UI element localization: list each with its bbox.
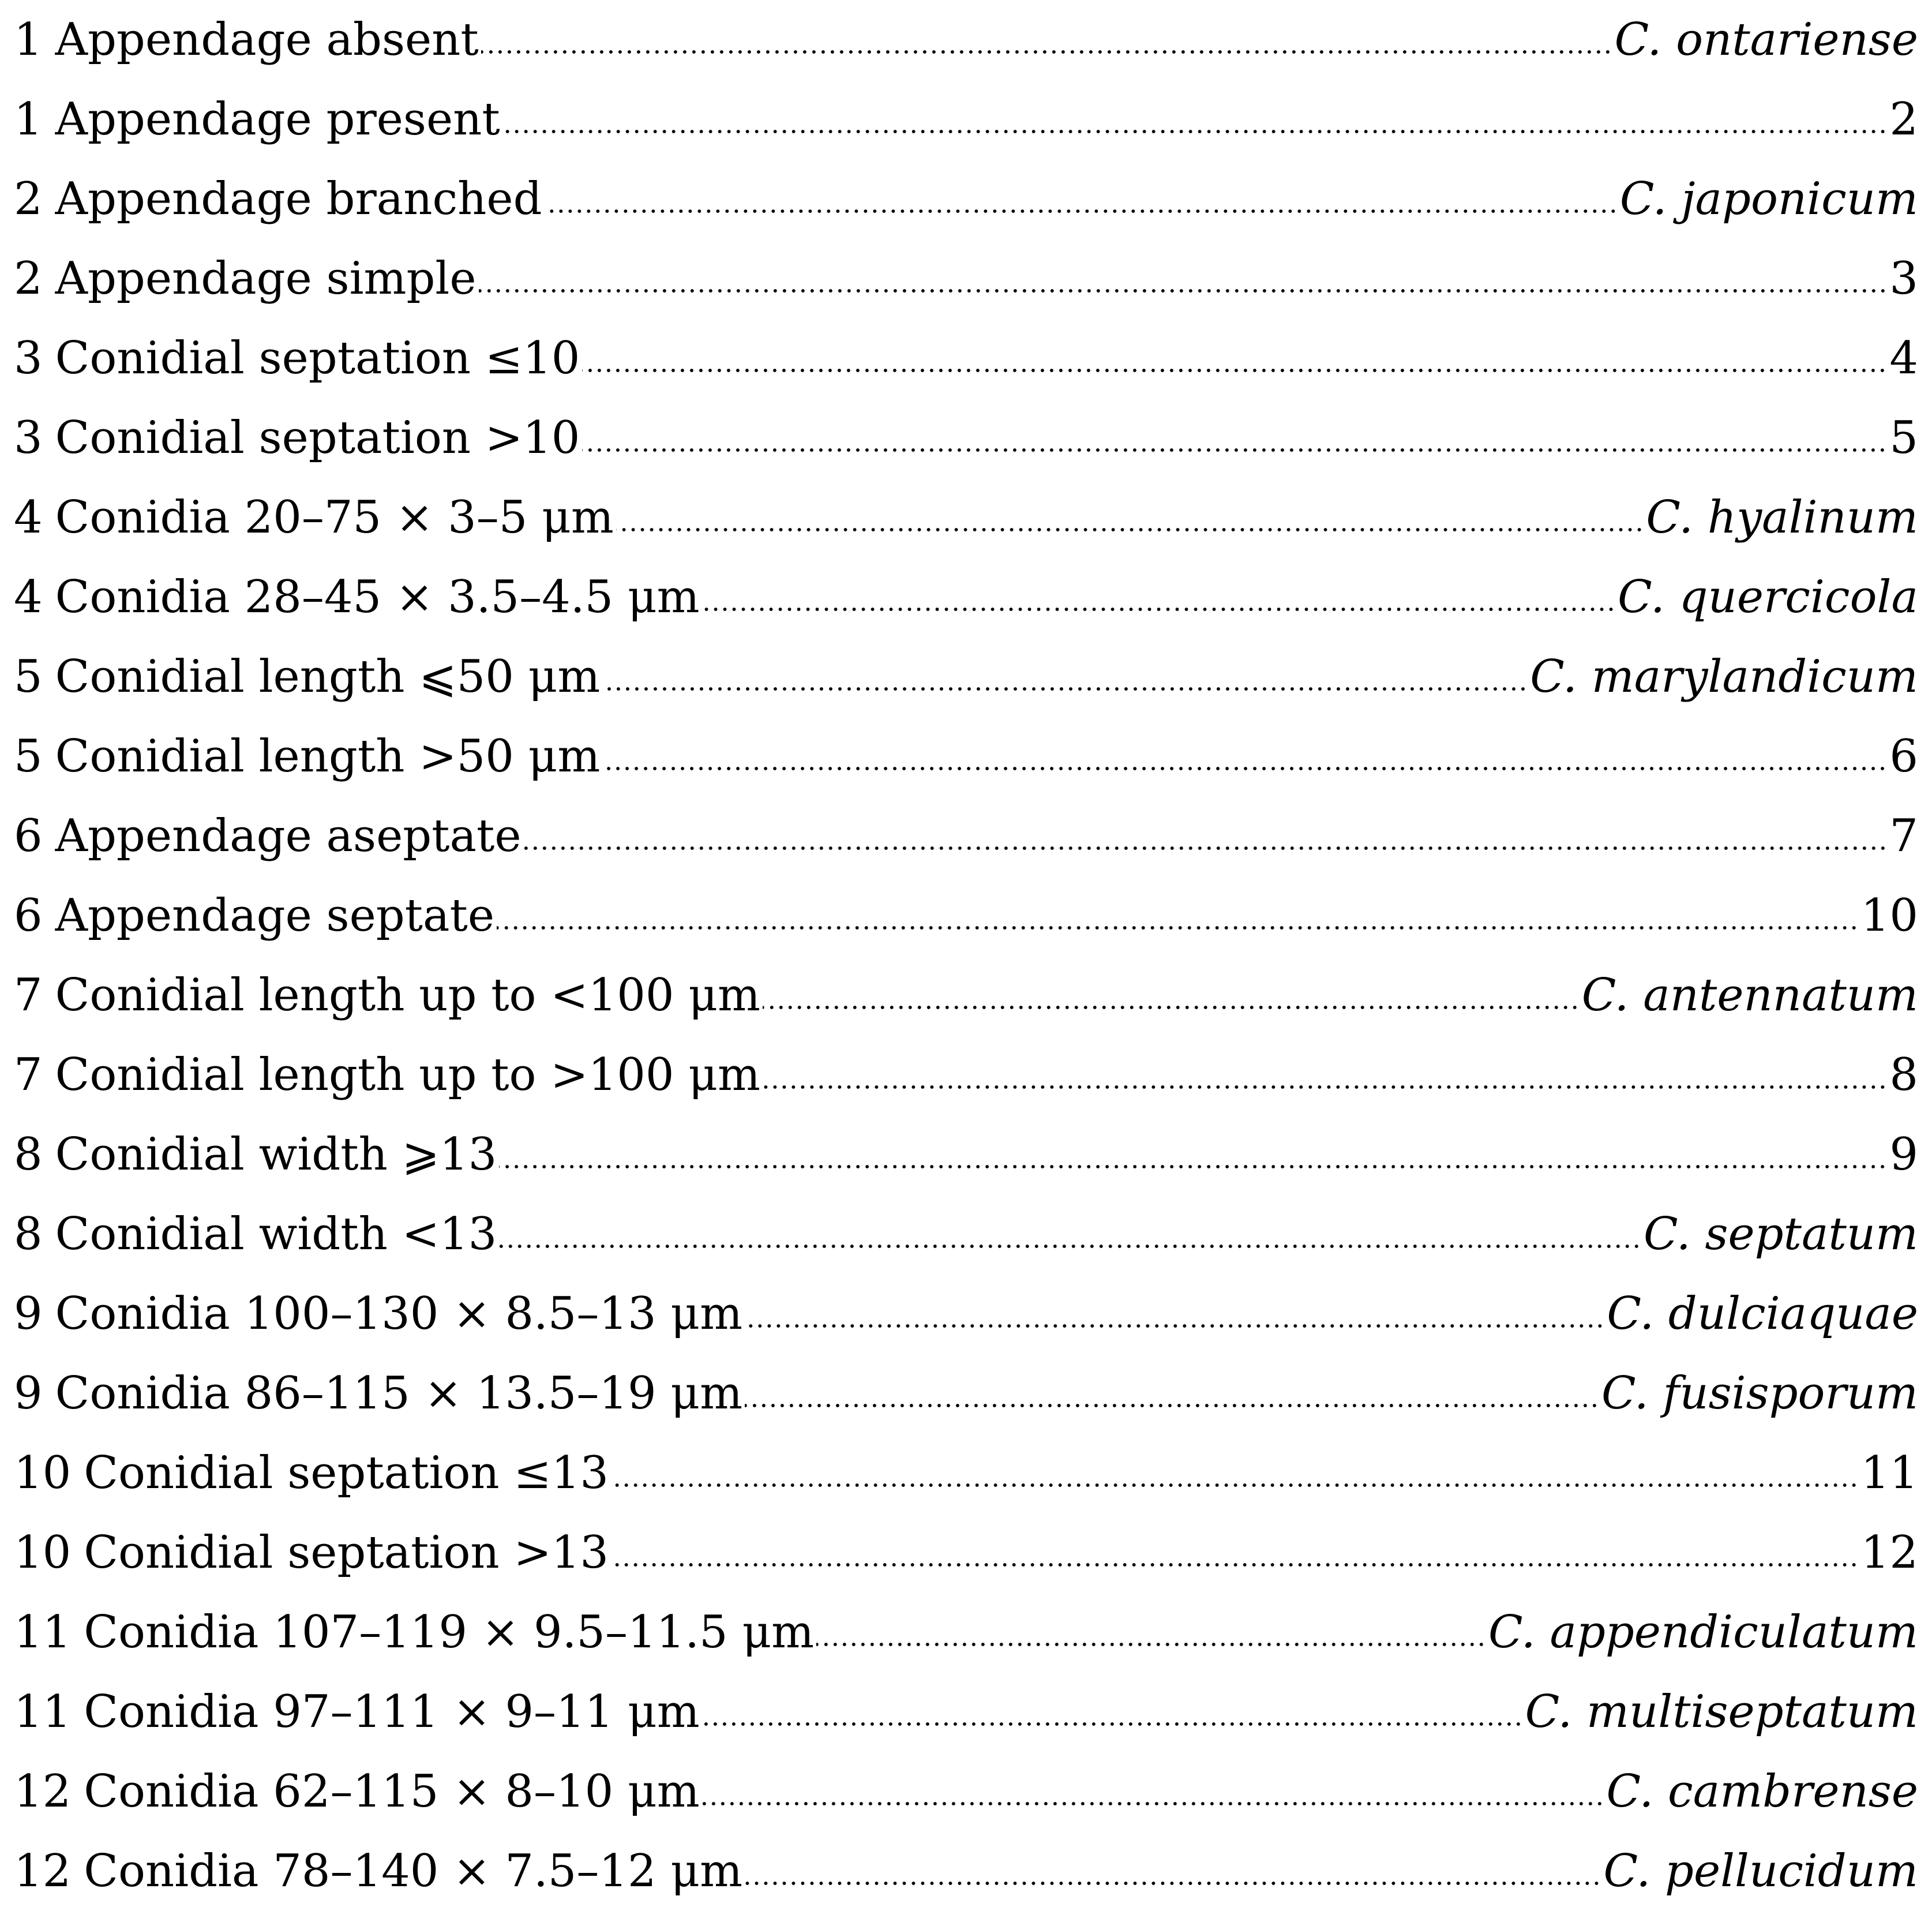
couplet-number: 4 [14,571,43,623]
couplet-lead [14,890,495,942]
next-couplet-number: 7 [1889,810,1918,862]
dot-leader [816,1610,1486,1655]
couplet-number: 9 [14,1288,43,1340]
key-couplet-row [14,1354,1918,1433]
couplet-character: Appendage septate [55,890,495,942]
couplet-lead [14,173,542,225]
key-couplet-row [14,1274,1918,1354]
couplet-character: Appendage simple [55,253,477,305]
key-couplet-row [14,1831,1918,1911]
taxon-name: C. pellucidum [1603,1845,1918,1897]
key-couplet-row [14,1035,1918,1115]
couplet-character: Conidia 78–140 × 7.5–12 μm [84,1845,743,1897]
couplet-number: 1 [14,14,43,66]
couplet-lead [14,1845,743,1897]
couplet-character: Conidia 20–75 × 3–5 μm [55,492,614,544]
couplet-number: 1 [14,93,43,145]
taxon-name: C. ontariense [1614,14,1918,66]
dot-leader [745,1371,1599,1416]
couplet-character: Conidial length up to >100 μm [55,1049,760,1101]
dot-leader [702,1769,1604,1814]
dot-leader [745,1849,1601,1894]
couplet-lead [14,1049,760,1101]
couplet-lead [14,93,500,145]
couplet-number: 12 [14,1766,72,1818]
couplet-lead [14,1129,497,1181]
key-couplet-row [14,239,1918,318]
key-couplet-row [14,318,1918,398]
taxon-name: C. hyalinum [1646,492,1918,544]
couplet-character: Conidia 100–130 × 8.5–13 μm [55,1288,743,1340]
taxon-name: C. cambrense [1606,1766,1918,1818]
couplet-character: Conidial width <13 [55,1208,497,1260]
dot-leader [602,654,1528,699]
dot-leader [582,336,1887,381]
key-couplet-row [14,876,1918,955]
couplet-number: 11 [14,1686,72,1738]
couplet-character: Conidia 62–115 × 8–10 μm [84,1766,700,1818]
couplet-character: Conidia 97–111 × 9–11 μm [84,1686,700,1738]
key-couplet-row [14,1433,1918,1513]
key-couplet-row [14,1752,1918,1831]
dot-leader [745,1291,1604,1336]
dot-leader [763,973,1580,1018]
dot-leader [502,97,1888,142]
taxon-name: C. septatum [1644,1208,1918,1260]
couplet-lead [14,1766,700,1818]
taxon-name: C. dulciaquae [1607,1288,1918,1340]
couplet-character: Conidial septation >10 [55,412,580,464]
couplet-number: 7 [14,969,43,1021]
couplet-character: Conidia 28–45 × 3.5–4.5 μm [55,571,700,623]
couplet-lead [14,14,479,66]
next-couplet-number: 6 [1889,730,1918,782]
couplet-number: 5 [14,730,43,782]
dot-leader [497,893,1859,938]
couplet-lead [14,730,601,782]
couplet-character: Conidial septation >13 [84,1527,609,1579]
next-couplet-number: 4 [1889,332,1918,384]
couplet-number: 9 [14,1367,43,1419]
dot-leader [524,814,1888,859]
dot-leader [763,1052,1887,1097]
couplet-lead [14,1686,700,1738]
couplet-lead [14,492,614,544]
couplet-character: Conidial length up to <100 μm [55,969,760,1021]
dot-leader [545,177,1618,222]
dot-leader [499,1132,1887,1177]
couplet-character: Conidia 86–115 × 13.5–19 μm [55,1367,743,1419]
key-couplet-row [14,80,1918,159]
key-couplet-row [14,717,1918,796]
next-couplet-number: 12 [1860,1527,1918,1579]
dot-leader [481,17,1612,62]
taxon-name: C. quercicola [1618,571,1918,623]
couplet-character: Conidial width ⩾13 [55,1129,497,1181]
couplet-lead [14,1288,743,1340]
key-couplet-row [14,1592,1918,1672]
couplet-lead [14,651,601,703]
couplet-number: 6 [14,810,43,862]
next-couplet-number: 8 [1889,1049,1918,1101]
dot-leader [702,575,1616,620]
couplet-lead [14,810,522,862]
couplet-lead [14,1208,497,1260]
couplet-lead [14,571,700,623]
couplet-number: 8 [14,1208,43,1260]
couplet-number: 12 [14,1845,72,1897]
couplet-lead [14,969,760,1021]
key-couplet-row [14,796,1918,876]
dot-leader [582,415,1887,460]
dot-leader [702,1689,1523,1734]
couplet-number: 3 [14,332,43,384]
couplet-number: 4 [14,492,43,544]
couplet-lead [14,332,580,384]
next-couplet-number: 10 [1860,890,1918,942]
dot-leader [616,495,1644,540]
couplet-character: Conidial length >50 μm [55,730,601,782]
taxon-name: C. japonicum [1619,173,1918,225]
couplet-number: 11 [14,1606,72,1658]
key-couplet-row [14,478,1918,557]
dot-leader [479,256,1888,301]
couplet-character: Conidial septation ≤10 [55,332,580,384]
dot-leader [602,734,1887,779]
couplet-character: Appendage absent [55,14,479,66]
key-couplet-row [14,1672,1918,1752]
couplet-character: Conidia 107–119 × 9.5–11.5 μm [84,1606,815,1658]
couplet-character: Appendage branched [55,173,542,225]
key-couplet-row [14,637,1918,717]
key-couplet-row [14,0,1918,80]
couplet-lead [14,1367,743,1419]
couplet-lead [14,1447,609,1499]
couplet-number: 8 [14,1129,43,1181]
dot-leader [611,1530,1859,1575]
next-couplet-number: 3 [1889,253,1918,305]
taxon-name: C. multiseptatum [1525,1686,1918,1738]
couplet-character: Appendage present [55,93,500,145]
key-couplet-row [14,955,1918,1035]
couplet-lead [14,1606,815,1658]
identification-key [14,0,1918,1897]
couplet-character: Appendage aseptate [55,810,522,862]
next-couplet-number: 5 [1889,412,1918,464]
couplet-number: 10 [14,1447,72,1499]
couplet-lead [14,1527,609,1579]
couplet-number: 5 [14,651,43,703]
couplet-lead [14,253,477,305]
next-couplet-number: 2 [1889,93,1918,145]
key-couplet-row [14,1194,1918,1274]
key-couplet-row [14,159,1918,239]
couplet-number: 3 [14,412,43,464]
couplet-character: Conidial length ⩽50 μm [55,651,601,703]
key-couplet-row [14,1115,1918,1194]
next-couplet-number: 9 [1889,1129,1918,1181]
couplet-lead [14,412,580,464]
couplet-character: Conidial septation ≤13 [84,1447,609,1499]
key-couplet-row [14,398,1918,478]
taxon-name: C. marylandicum [1530,651,1918,703]
dot-leader [499,1212,1641,1257]
couplet-number: 2 [14,253,43,305]
next-couplet-number: 11 [1860,1447,1918,1499]
dot-leader [611,1451,1859,1496]
key-couplet-row [14,1513,1918,1592]
taxon-name: C. fusisporum [1601,1367,1918,1419]
couplet-number: 6 [14,890,43,942]
couplet-number: 10 [14,1527,72,1579]
taxon-name: C. appendiculatum [1488,1606,1918,1658]
key-couplet-row [14,557,1918,637]
taxon-name: C. antennatum [1581,969,1918,1021]
couplet-number: 2 [14,173,43,225]
couplet-number: 7 [14,1049,43,1101]
